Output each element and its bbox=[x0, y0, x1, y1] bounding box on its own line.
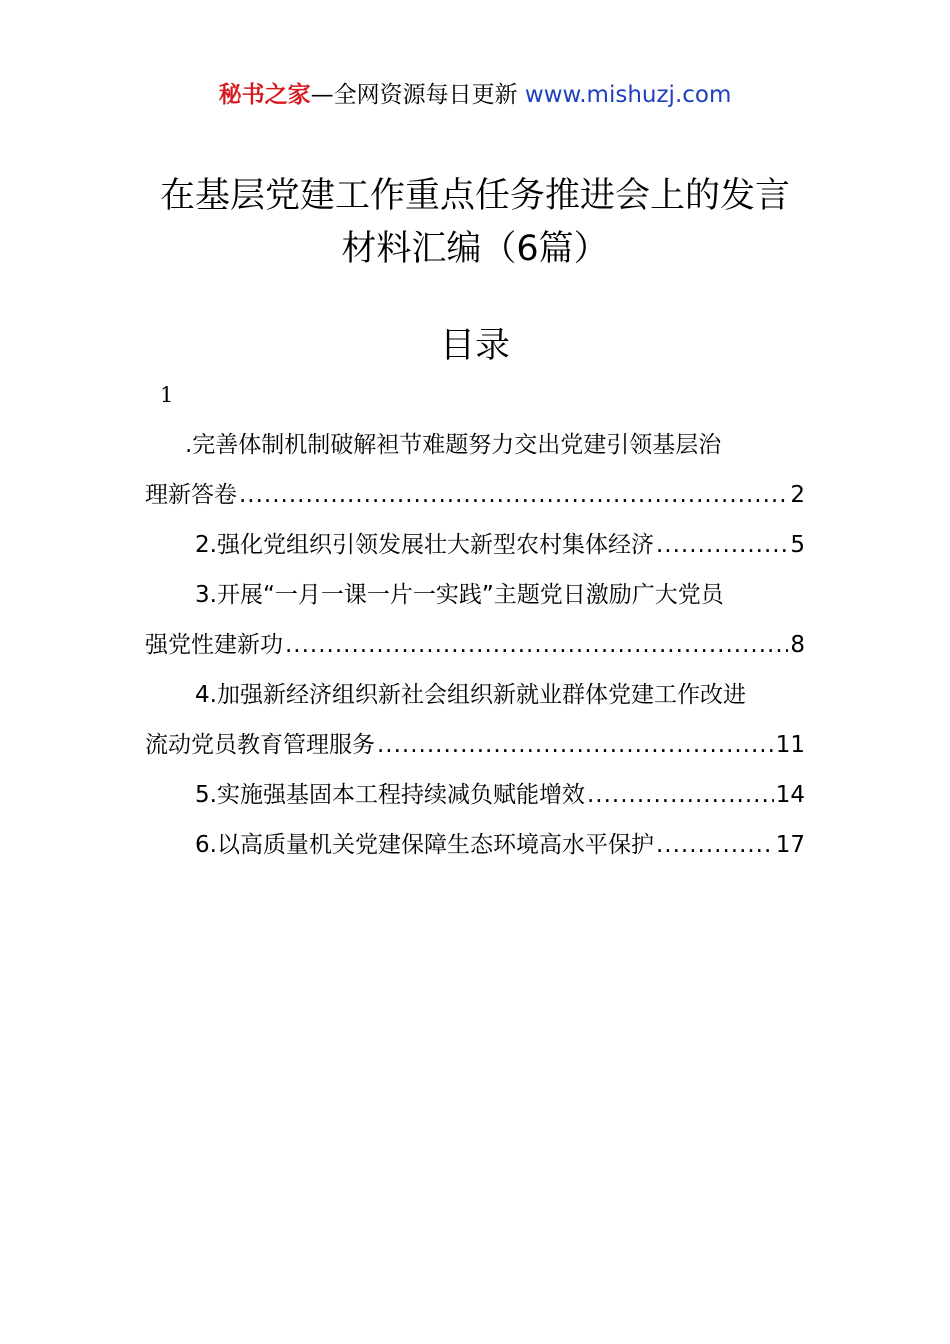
toc-entry-6[interactable] bbox=[145, 820, 805, 870]
toc-entry-6-line-1 bbox=[145, 820, 805, 870]
toc-entry-2-page: 5 bbox=[790, 532, 805, 558]
toc-entry-1[interactable] bbox=[145, 420, 805, 520]
toc-entry-5-page: 14 bbox=[775, 782, 805, 808]
toc-entry-4[interactable] bbox=[145, 670, 805, 770]
toc-leader-dots bbox=[656, 820, 774, 870]
table-of-contents bbox=[145, 420, 805, 870]
toc-entry-4-line-2 bbox=[145, 720, 805, 770]
site-header bbox=[0, 78, 950, 112]
toc-leader-dots bbox=[656, 520, 788, 570]
toc-entry-3[interactable] bbox=[145, 570, 805, 670]
toc-leader-dots bbox=[377, 720, 774, 770]
toc-entry-5[interactable] bbox=[145, 770, 805, 820]
toc-entry-3-title-start: 3.开展“一月一课一片一实践”主题党日激励广大党员 bbox=[195, 582, 724, 608]
toc-leader-dots bbox=[285, 620, 788, 670]
document-title bbox=[0, 170, 950, 276]
toc-entry-1-line-2 bbox=[145, 470, 805, 520]
document-title-line-2: 材料汇编（6篇） bbox=[341, 229, 609, 269]
toc-entry-6-page: 17 bbox=[775, 832, 805, 858]
document-title-line-1: 在基层党建工作重点任务推进会上的发言 bbox=[159, 176, 790, 216]
toc-marker: 1 bbox=[160, 383, 174, 407]
toc-leader-dots bbox=[587, 770, 774, 820]
toc-entry-2-title: 2.强化党组织引领发展壮大新型农村集体经济 bbox=[195, 532, 654, 558]
toc-entry-3-title-end: 强党性建新功 bbox=[145, 632, 283, 658]
toc-leader-dots bbox=[239, 470, 788, 520]
toc-entry-3-page: 8 bbox=[790, 632, 805, 658]
toc-entry-5-line-1 bbox=[145, 770, 805, 820]
toc-heading: 目录 bbox=[439, 326, 510, 366]
header-tagline: —全网资源每日更新 bbox=[310, 82, 525, 108]
brand-name: 秘书之家 bbox=[218, 82, 311, 108]
toc-entry-1-line-1 bbox=[145, 420, 805, 470]
toc-entry-6-title: 6.以高质量机关党建保障生态环境高水平保护 bbox=[195, 832, 654, 858]
site-url-link[interactable]: www.mishuzj.com bbox=[524, 82, 732, 108]
toc-entry-3-line-2 bbox=[145, 620, 805, 670]
toc-entry-4-title-start: 4.加强新经济组织新社会组织新就业群体党建工作改进 bbox=[195, 682, 746, 708]
toc-entry-1-page: 2 bbox=[790, 482, 805, 508]
toc-entry-1-title-start: .完善体制机制破解袒节难题努力交出党建引领基层治 bbox=[185, 432, 722, 458]
toc-entry-5-title: 5.实施强基固本工程持续减负赋能增效 bbox=[195, 782, 585, 808]
toc-entry-2-line-1 bbox=[145, 520, 805, 570]
toc-entry-1-title-end: 理新答卷 bbox=[145, 482, 237, 508]
toc-entry-2[interactable] bbox=[145, 520, 805, 570]
toc-entry-4-line-1 bbox=[145, 670, 805, 720]
toc-entry-3-line-1 bbox=[145, 570, 805, 620]
toc-entry-4-page: 11 bbox=[775, 732, 805, 758]
toc-entry-4-title-end: 流动党员教育管理服务 bbox=[145, 732, 375, 758]
